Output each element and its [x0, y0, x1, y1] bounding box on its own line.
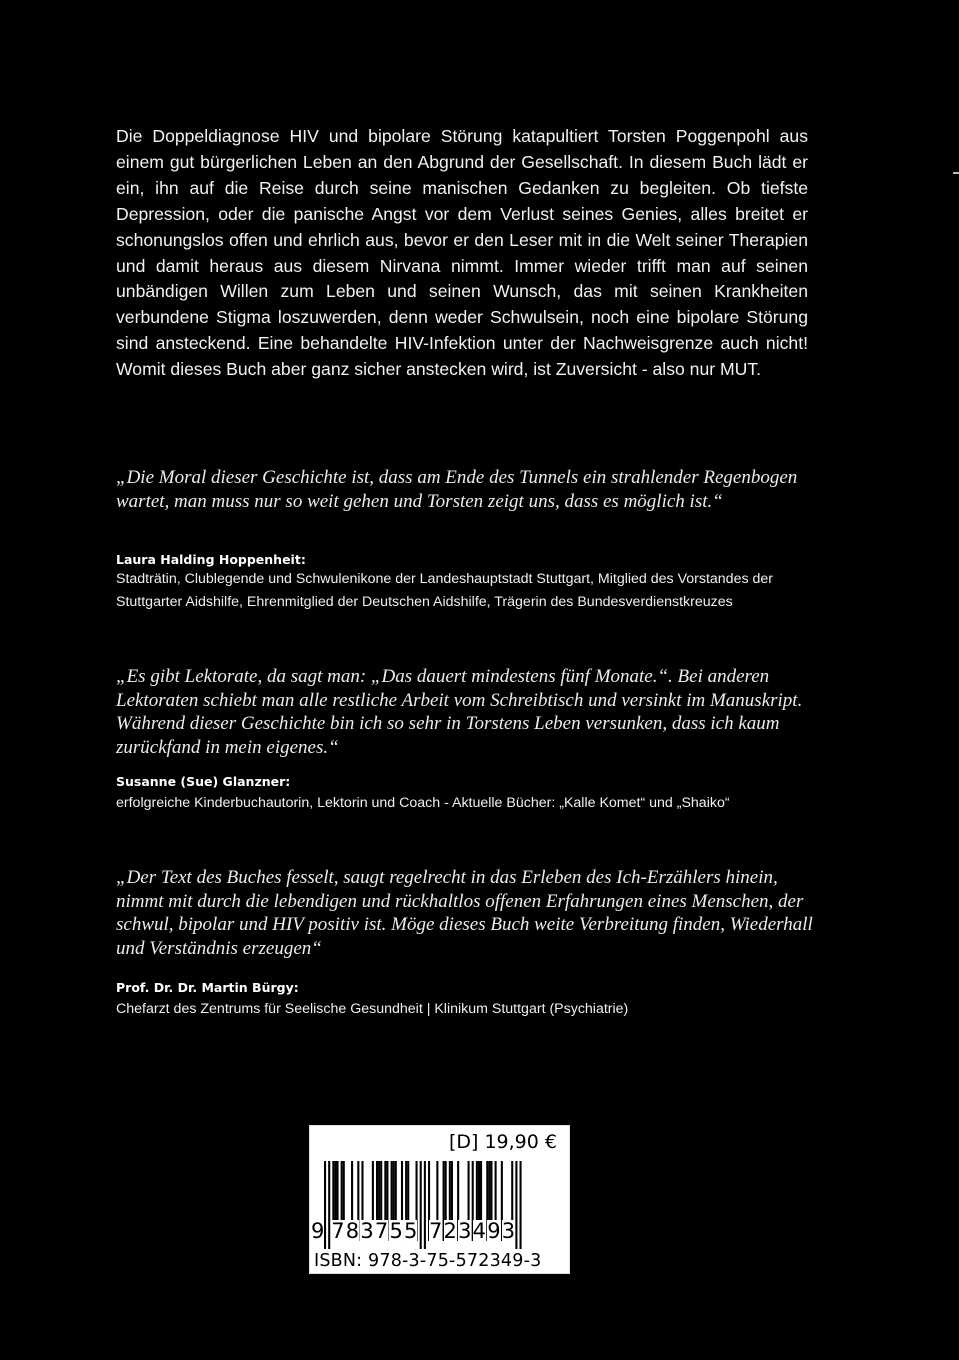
ean-digit: 8: [345, 1219, 360, 1243]
ean-digit: 4: [472, 1219, 487, 1243]
ean-digit: 7: [331, 1219, 345, 1243]
ean-digit: 9: [311, 1219, 325, 1243]
ean-digit: 3: [360, 1219, 374, 1243]
ean-digit: 7: [374, 1219, 389, 1243]
price-label: [D] 19,90 €: [448, 1131, 557, 1153]
barcode-bar: [520, 1161, 522, 1249]
author-halding: Laura Halding Hoppenheit:: [116, 552, 306, 567]
ean-digit: 9: [487, 1219, 501, 1243]
role-halding: Stadträtin, Clublegende und Schwulenikone der Landeshauptstadt Stuttgart, Mitglied des Vorstandes der Stuttgarter Aidshilfe, Ehrenmitglied der Deutschen Aidshilfe, Trägerin des Bundesverdienstkreuzes: [116, 571, 773, 610]
quote-buergy: „Der Text des Buches fesselt, saugt regelrecht in das Erleben des Ich-Erzählers hinein, nimmt mit durch die lebendigen und rückhaltlos offenen Erfahrungen eines Menschen, der schwul, bipolar und HIV positiv ist. Möge dieses Buch weite Verbreitung finden, Wiederhall und Verständnis erzeugen“: [116, 867, 813, 959]
ean-digit: 3: [501, 1219, 516, 1243]
ean-digit: 3: [458, 1219, 472, 1243]
blurb-text: Die Doppeldiagnose HIV und bipolare Störung katapultiert Torsten Poggenpohl aus einem gut bürgerlichen Leben an den Abgrund der Gesellschaft. In diesem Buch lädt er ein, ihn auf die Reise durch seine manischen Gedanken zu begleiten. Ob tiefste Depression, oder die panische Angst vor dem Verlust seines Genies, alles breitet er schonungslos offen und ehrlich aus, bevor er den Leser mit in die Welt seiner Therapien und damit heraus aus diesem Nirvana nimmt. Immer wieder trifft man auf seinen unbändigen Willen zum Leben und seinen Wunsch, das mit seinen Krankheiten verbundene Stigma loszuwerden, denn weder Schwulsein, noch eine bipolare Störung sind ansteckend. Eine behandelte HIV-Infektion unter der Nachweisgrenze auch nicht! Womit dieses Buch aber ganz sicher anstecken wird, ist Zuversicht - also nur MUT.: [116, 126, 808, 380]
barcode-bar: [420, 1161, 422, 1249]
ean-digit: 5: [404, 1219, 418, 1243]
barcode-box: [309, 1125, 570, 1274]
role-glanzner: erfolgreiche Kinderbuchautorin, Lektorin und Coach - Aktuelle Bücher: „Kalle Komet“ und „Shaiko“: [116, 795, 730, 811]
ean-digit: 5: [389, 1219, 403, 1243]
isbn-label: ISBN: 978-3-75-572349-3: [314, 1251, 542, 1271]
edge-mark: [953, 172, 959, 174]
barcode-bar: [328, 1161, 330, 1249]
author-glanzner: Susanne (Sue) Glanzner:: [116, 774, 291, 789]
ean-digit: 2: [443, 1219, 457, 1243]
quote-glanzner: „Es gibt Lektorate, da sagt man: „Das dauert mindestens fünf Monate.“. Bei anderen Lektoraten schiebt man alle restliche Arbeit vom Schreibtisch und versinkt im Manuskript. Während dieser Geschichte bin ich so sehr in Torstens Leben versunken, dass ich kaum zurückfand in mein eigenes.“: [116, 666, 803, 758]
quote-halding: „Die Moral dieser Geschichte ist, dass am Ende des Tunnels ein strahlender Regenbogen wartet, man muss nur so weit gehen und Torsten zeigt uns, dass es möglich ist.“: [116, 467, 798, 512]
barcode-bar: [515, 1161, 517, 1249]
author-buergy: Prof. Dr. Dr. Martin Bürgy:: [116, 980, 299, 995]
ean-digit: 7: [429, 1219, 443, 1243]
barcode-bar: [424, 1161, 426, 1249]
role-buergy: Chefarzt des Zentrums für Seelische Gesundheit | Klinikum Stuttgart (Psychiatrie): [116, 1001, 629, 1017]
